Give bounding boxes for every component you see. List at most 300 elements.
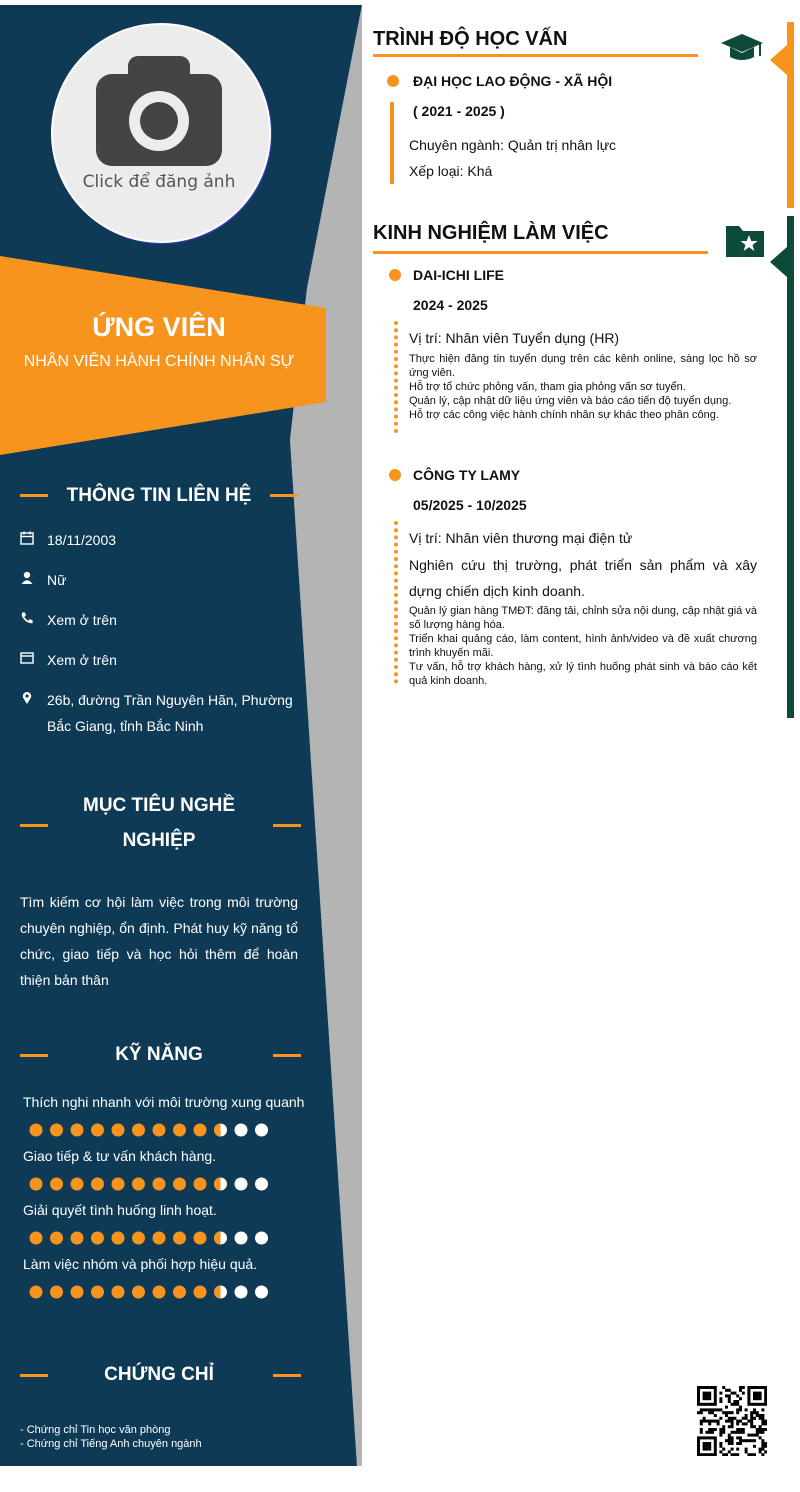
qr-module: [745, 1439, 748, 1442]
qr-module: [750, 1434, 753, 1437]
folder-star-icon: [725, 222, 765, 258]
skill-dot: [91, 1232, 104, 1245]
qr-module: [753, 1408, 756, 1411]
qr-module: [719, 1442, 722, 1445]
qr-module: [759, 1386, 762, 1389]
qr-module: [745, 1448, 748, 1451]
qr-module: [753, 1394, 756, 1397]
job-details: [409, 352, 757, 422]
timeline-dot: [394, 679, 398, 683]
job-detail: Hỗ trợ các công việc hành chính nhân sự khác theo phân công.: [409, 409, 719, 421]
person-icon: [20, 571, 34, 585]
skill-dot: [30, 1178, 43, 1191]
qr-module: [750, 1414, 753, 1417]
qr-module: [708, 1436, 711, 1439]
timeline-dot: [394, 521, 398, 525]
timeline-dot: [394, 643, 398, 647]
job-position: Vị trí: Nhân viên Tuyển dụng (HR): [409, 330, 620, 346]
job-timeline-dots: [393, 520, 399, 688]
qr-module: [731, 1425, 734, 1428]
qr-module: [759, 1436, 762, 1439]
skill-dot: [30, 1286, 43, 1299]
qr-module: [739, 1420, 742, 1423]
skill-dot: [112, 1124, 125, 1137]
qr-module: [761, 1445, 764, 1448]
qr-module: [753, 1386, 756, 1389]
skill-dot: [173, 1124, 186, 1137]
qr-module: [714, 1450, 717, 1453]
education-period: ( 2021 - 2025 ): [413, 103, 505, 119]
qr-module: [756, 1386, 759, 1389]
skill-rating: [28, 1284, 278, 1300]
qr-module: [759, 1403, 762, 1406]
section-dash-right: [273, 824, 301, 827]
qr-module: [719, 1397, 722, 1400]
skill-dot: [255, 1232, 268, 1245]
qr-module: [719, 1434, 722, 1437]
qr-module: [703, 1394, 706, 1397]
qr-module: [745, 1417, 748, 1420]
skill-dot: [214, 1232, 227, 1245]
qr-module: [761, 1453, 764, 1456]
timeline-dot: [394, 407, 398, 411]
qr-module: [728, 1394, 731, 1397]
qr-module: [705, 1386, 708, 1389]
section-dash-right: [273, 1374, 301, 1377]
skill-dot: [173, 1232, 186, 1245]
qr-module: [745, 1408, 748, 1411]
qr-module: [759, 1417, 762, 1420]
qr-module: [719, 1450, 722, 1453]
timeline-dot: [394, 672, 398, 676]
qr-module: [703, 1445, 706, 1448]
education-bullet: [387, 75, 399, 87]
qr-module: [761, 1442, 764, 1445]
skill-dot: [235, 1232, 248, 1245]
qr-module: [747, 1439, 750, 1442]
qr-module: [736, 1442, 739, 1445]
qr-module: [719, 1417, 722, 1420]
qr-module: [736, 1420, 739, 1423]
qr-module: [705, 1431, 708, 1434]
qr-module: [764, 1397, 767, 1400]
qr-module: [747, 1420, 750, 1423]
qr-module: [742, 1422, 745, 1425]
qr-module: [742, 1439, 745, 1442]
contact-email-text[interactable]: Xem ở trên: [47, 652, 117, 668]
qr-module: [700, 1386, 703, 1389]
skill-dot: [194, 1286, 207, 1299]
qr-module: [714, 1403, 717, 1406]
qr-module: [739, 1439, 742, 1442]
qr-module: [764, 1394, 767, 1397]
qr-module: [697, 1400, 700, 1403]
qr-module: [719, 1428, 722, 1431]
qr-module: [759, 1392, 762, 1395]
qr-module: [697, 1448, 700, 1451]
qr-module: [764, 1400, 767, 1403]
job-bullet: [389, 469, 401, 481]
qr-module: [705, 1403, 708, 1406]
timeline-dot: [394, 422, 398, 426]
timeline-dot: [394, 357, 398, 361]
qr-module: [736, 1394, 739, 1397]
qr-module: [697, 1397, 700, 1400]
section-dash-left: [20, 824, 48, 827]
timeline-dot: [394, 564, 398, 568]
qr-module: [747, 1400, 750, 1403]
qr-module: [739, 1386, 742, 1389]
skill-rating: [28, 1230, 278, 1246]
qr-module: [739, 1431, 742, 1434]
qr-module: [731, 1420, 734, 1423]
qr-module: [733, 1417, 736, 1420]
qr-module: [747, 1397, 750, 1400]
qr-module: [739, 1389, 742, 1392]
qr-module: [714, 1389, 717, 1392]
qr-module: [736, 1411, 739, 1414]
skill-dot: [132, 1124, 145, 1137]
qr-module: [759, 1425, 762, 1428]
skill-name: Giải quyết tình huống linh hoạt.: [23, 1202, 217, 1218]
qr-module: [728, 1400, 731, 1403]
qr-module: [750, 1386, 753, 1389]
skill-dot: [173, 1178, 186, 1191]
education-timeline-bar: [390, 102, 394, 184]
timeline-dot: [394, 371, 398, 375]
qr-module: [756, 1414, 759, 1417]
qr-module: [753, 1425, 756, 1428]
qr-module: [708, 1453, 711, 1456]
certificate-item: - Chứng chỉ Tiếng Anh chuyên ngành: [20, 1438, 202, 1450]
qr-module: [759, 1394, 762, 1397]
qr-module: [750, 1411, 753, 1414]
qr-module: [725, 1453, 728, 1456]
skill-dot: [91, 1124, 104, 1137]
contact-section-title: THÔNG TIN LIÊN HỆ: [66, 485, 252, 506]
qr-module: [711, 1386, 714, 1389]
qr-module: [725, 1389, 728, 1392]
skill-dot: [71, 1286, 84, 1299]
qr-module: [708, 1392, 711, 1395]
qr-module: [750, 1420, 753, 1423]
qr-module: [747, 1453, 750, 1456]
qr-module: [764, 1450, 767, 1453]
skill-dot: [71, 1178, 84, 1191]
qr-module: [711, 1411, 714, 1414]
timeline-dot: [394, 364, 398, 368]
qr-module: [705, 1397, 708, 1400]
qr-module: [717, 1422, 720, 1425]
qr-module: [764, 1442, 767, 1445]
skill-name: Làm việc nhóm và phối hợp hiệu quả.: [23, 1256, 258, 1272]
camera-icon: [96, 56, 222, 166]
qr-module: [728, 1411, 731, 1414]
qr-module: [731, 1403, 734, 1406]
qr-module: [759, 1428, 762, 1431]
qr-module: [714, 1436, 717, 1439]
qr-module: [733, 1453, 736, 1456]
qr-module: [739, 1408, 742, 1411]
timeline-dot: [394, 350, 398, 354]
experience-title-underline: [373, 251, 708, 254]
qr-module: [753, 1434, 756, 1437]
qr-module: [731, 1392, 734, 1395]
timeline-dot: [394, 586, 398, 590]
timeline-dot: [394, 607, 398, 611]
qr-module: [750, 1403, 753, 1406]
education-side-bar: [787, 22, 794, 208]
skill-dot: [30, 1124, 43, 1137]
skill-dot: [153, 1124, 166, 1137]
qr-module: [711, 1453, 714, 1456]
qr-module: [700, 1422, 703, 1425]
qr-module: [756, 1411, 759, 1414]
skill-dot: [173, 1286, 186, 1299]
qr-module: [722, 1386, 725, 1389]
qr-module: [742, 1417, 745, 1420]
qr-module: [764, 1389, 767, 1392]
qr-module: [722, 1453, 725, 1456]
qr-module: [703, 1417, 706, 1420]
qr-module: [711, 1436, 714, 1439]
qr-module: [747, 1434, 750, 1437]
timeline-dot: [394, 593, 398, 597]
qr-module: [705, 1408, 708, 1411]
qr-module: [722, 1411, 725, 1414]
qr-module: [700, 1411, 703, 1414]
qr-module: [736, 1422, 739, 1425]
job-summary: Nghiên cứu thị trường, phát triển sản phẩm và xây dựng chiến dịch kinh doanh.: [409, 557, 757, 599]
qr-module: [705, 1420, 708, 1423]
candidate-role: NHÂN VIÊN HÀNH CHÍNH NHÂN SỰ: [23, 353, 295, 370]
qr-module: [753, 1445, 756, 1448]
skill-dot: [214, 1124, 227, 1137]
calendar-icon: [20, 531, 34, 545]
qr-module: [705, 1394, 708, 1397]
education-grade: Xếp loại: Khá: [409, 163, 493, 179]
qr-module: [705, 1442, 708, 1445]
qr-module: [700, 1420, 703, 1423]
qr-module: [761, 1386, 764, 1389]
qr-module: [703, 1397, 706, 1400]
skills-section-title: KỸ NĂNG: [115, 1044, 203, 1065]
qr-module: [756, 1403, 759, 1406]
qr-module: [736, 1408, 739, 1411]
qr-module: [753, 1397, 756, 1400]
timeline-dot: [394, 665, 398, 669]
qr-module: [742, 1431, 745, 1434]
qr-module: [703, 1436, 706, 1439]
qr-module: [759, 1431, 762, 1434]
objective-section-title: [70, 795, 248, 852]
qr-module: [761, 1448, 764, 1451]
timeline-dot: [394, 571, 398, 575]
qr-module: [761, 1439, 764, 1442]
qr-module: [697, 1386, 700, 1389]
contact-gender: [20, 567, 310, 593]
skill-dot: [235, 1178, 248, 1191]
job-period: 2024 - 2025: [413, 297, 488, 313]
qr-module: [703, 1386, 706, 1389]
skill-name: Thích nghi nhanh với môi trường xung quanh: [23, 1094, 305, 1110]
qr-module: [742, 1386, 745, 1389]
qr-module: [697, 1439, 700, 1442]
qr-module: [750, 1453, 753, 1456]
skill-dot: [194, 1178, 207, 1191]
qr-module: [736, 1436, 739, 1439]
job-timeline-dots: [393, 320, 399, 438]
timeline-dot: [394, 343, 398, 347]
qr-module: [764, 1420, 767, 1423]
qr-module: [708, 1403, 711, 1406]
section-dash-left: [20, 1374, 48, 1377]
candidate-name: ỨNG VIÊN: [92, 312, 226, 342]
qr-module: [733, 1392, 736, 1395]
skill-dot: [235, 1124, 248, 1137]
certificate-item: - Chứng chỉ Tin học văn phòng: [20, 1424, 171, 1436]
qr-module: [764, 1422, 767, 1425]
contact-address: [20, 687, 310, 739]
qr-module: [725, 1411, 728, 1414]
upload-photo-label[interactable]: Click để đăng ảnh: [82, 172, 236, 192]
qr-module: [736, 1448, 739, 1451]
phone-icon: [20, 611, 34, 625]
job-detail: Thực hiện đăng tin tuyển dụng trên các kênh online, sàng lọc hồ sơ ứng viên.: [409, 353, 757, 379]
qr-module: [756, 1431, 759, 1434]
qr-module: [714, 1394, 717, 1397]
timeline-dot: [394, 600, 398, 604]
education-major: Chuyên ngành: Quản trị nhân lực: [409, 137, 617, 153]
qr-module: [731, 1436, 734, 1439]
qr-module: [753, 1411, 756, 1414]
qr-module: [728, 1434, 731, 1437]
objective-title-line1: MỤC TIÊU NGHỀ: [83, 795, 235, 816]
qr-module: [736, 1428, 739, 1431]
qr-module: [764, 1386, 767, 1389]
timeline-dot: [394, 379, 398, 383]
qr-module: [705, 1392, 708, 1395]
qr-module: [728, 1436, 731, 1439]
qr-module: [714, 1445, 717, 1448]
qr-module: [703, 1448, 706, 1451]
qr-module: [731, 1442, 734, 1445]
qr-module: [753, 1439, 756, 1442]
qr-module: [714, 1448, 717, 1451]
qr-module: [697, 1394, 700, 1397]
skill-name: Giao tiếp & tư vấn khách hàng.: [23, 1148, 217, 1164]
qr-module: [728, 1442, 731, 1445]
qr-module: [733, 1400, 736, 1403]
skill-dot: [255, 1286, 268, 1299]
qr-module: [750, 1439, 753, 1442]
skill-rating: [28, 1176, 278, 1192]
qr-module: [714, 1414, 717, 1417]
qr-module: [697, 1411, 700, 1414]
qr-module: [708, 1448, 711, 1451]
education-side-arrow: [770, 45, 787, 75]
skill-dot: [235, 1286, 248, 1299]
skill-dot: [153, 1232, 166, 1245]
qr-module: [761, 1403, 764, 1406]
qr-module: [736, 1403, 739, 1406]
qr-module: [747, 1386, 750, 1389]
qr-module: [747, 1403, 750, 1406]
qr-module: [714, 1439, 717, 1442]
qr-module: [697, 1392, 700, 1395]
job-period: 05/2025 - 10/2025: [413, 497, 527, 513]
qr-module: [697, 1389, 700, 1392]
qr-module: [708, 1442, 711, 1445]
qr-module: [703, 1453, 706, 1456]
objective-text: Tìm kiếm cơ hội làm việc trong môi trường chuyên nghiệp, ổn định. Phát huy kỹ năng tổ chức, giao tiếp và học hỏi thêm để hoàn thiện bản thân: [20, 894, 298, 988]
skill-dot: [255, 1178, 268, 1191]
qr-module: [705, 1448, 708, 1451]
timeline-dot: [394, 393, 398, 397]
qr-module: [736, 1453, 739, 1456]
skill-dot: [91, 1286, 104, 1299]
qr-module: [711, 1431, 714, 1434]
certificates-section-title: CHỨNG CHỈ: [104, 1364, 214, 1385]
qr-module: [703, 1442, 706, 1445]
timeline-dot: [394, 550, 398, 554]
skill-dot: [91, 1178, 104, 1191]
qr-module: [700, 1408, 703, 1411]
qr-module: [761, 1428, 764, 1431]
qr-module: [761, 1420, 764, 1423]
objective-title-line2: NGHIỆP: [122, 830, 196, 851]
contact-phone-text[interactable]: Xem ở trên: [47, 612, 117, 628]
qr-module: [703, 1403, 706, 1406]
qr-module: [700, 1428, 703, 1431]
qr-module: [761, 1417, 764, 1420]
qr-module: [719, 1445, 722, 1448]
qr-module: [731, 1417, 734, 1420]
timeline-dot: [394, 629, 398, 633]
skill-dot: [71, 1124, 84, 1137]
qr-module: [745, 1450, 748, 1453]
timeline-dot: [394, 415, 398, 419]
skill-dot: [214, 1178, 227, 1191]
qr-module: [728, 1439, 731, 1442]
qr-module: [745, 1422, 748, 1425]
qr-module: [753, 1453, 756, 1456]
qr-module: [700, 1436, 703, 1439]
timeline-dot: [394, 557, 398, 561]
qr-module: [711, 1408, 714, 1411]
qr-module: [753, 1417, 756, 1420]
education-title-underline: [373, 54, 698, 57]
qr-module: [697, 1442, 700, 1445]
qr-module: [733, 1431, 736, 1434]
qr-module: [731, 1431, 734, 1434]
qr-module: [742, 1428, 745, 1431]
qr-module: [739, 1442, 742, 1445]
qr-module: [750, 1417, 753, 1420]
timeline-dot: [394, 651, 398, 655]
qr-module: [731, 1448, 734, 1451]
timeline-dot: [394, 528, 398, 532]
experience-side-bar: [787, 216, 794, 718]
qr-module: [708, 1411, 711, 1414]
qr-module: [719, 1408, 722, 1411]
skill-dot: [153, 1286, 166, 1299]
experience-section-title: KINH NGHIỆM LÀM VIỆC: [373, 222, 609, 244]
job-detail: Hỗ trợ tổ chức phỏng vấn, tham gia phỏng vấn sơ tuyển.: [409, 381, 686, 393]
qr-module: [761, 1431, 764, 1434]
contact-address-text: 26b, đường Trần Nguyên Hãn, Phường Bắc Giang, tỉnh Bắc Ninh: [47, 692, 293, 734]
qr-module: [714, 1442, 717, 1445]
